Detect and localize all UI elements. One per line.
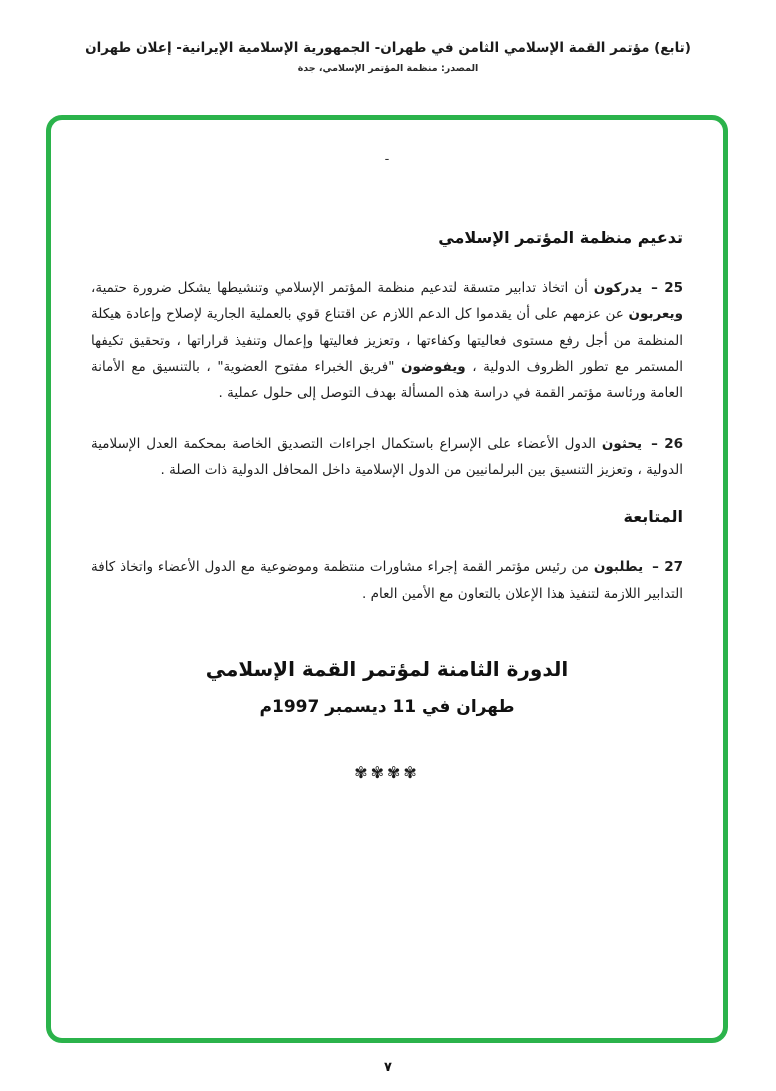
page-number: ٧ [384,1060,392,1075]
section-heading-followup: المتابعة [623,507,683,527]
paragraph-27 [91,554,683,607]
paragraph-26 [91,431,683,484]
paragraph-26-number: 26 – [651,435,683,452]
flower-ornament-icon: ✾✾✾✾ [354,762,420,782]
paragraph-25 [91,275,683,407]
header-title: (تابع) مؤتمر القمة الإسلامي الثامن في طهران- الجمهورية الإسلامية الإيرانية- إعلان طهران [85,40,691,56]
paragraph-27-text: يطلبون من رئيس مؤتمر القمة إجراء مشاورات منتظمة وموضوعية مع الدول الأعضاء واتخاذ كافة التدابير اللازمة لتنفيذ هذا الإعلان بالتعاون مع الأمين العام . [91,559,683,602]
closing-block [91,657,683,717]
header-source: المصدر: منظمة المؤتمر الإسلامي، جدة [297,63,479,74]
document-content [51,168,723,782]
closing-title: الدورة الثامنة لمؤتمر القمة الإسلامي [205,656,569,681]
paragraph-25-text: يدركون أن اتخاذ تدابير متسقة لتدعيم منظمة المؤتمر الإسلامي وتنشيطها يشكل ضرورة حتمية، ويعربون عن عزمهم على أن يقدموا كل الدعم اللازم عن اقتناع قوي بالعملية الجارية لإصلاح وإعادة هيكلة المنظمة من أجل رفع مستوى فعاليتها وكفاءتها ، وتعزيز فعاليتها وإعمال وتنفيذ قراراتها ، وتحقيق تكيفها المستمر مع تطور الظروف الدولية ، ويفوضون "فريق الخبراء مفتوح العضوية" ، بالتنسيق مع الأمانة العامة ورئاسة مؤتمر القمة في دراسة هذه المسألة بهدف التوصل إلى حلول عملية . [91,280,684,402]
dash-mark: - [384,152,390,167]
paragraph-26-text: يحثون الدول الأعضاء على الإسراع باستكمال اجراءات التصديق الخاصة بمحكمة العدل الإسلامية الدولية ، وتعزيز التنسيق بين البرلمانيين من الدول الإسلامية داخل المحافل الدولية ذات الصلة . [91,435,683,478]
document-frame [46,115,728,1043]
paragraph-25-number: 25 – [651,280,683,296]
section-heading-strengthening: تدعيم منظمة المؤتمر الإسلامي [438,228,683,247]
paragraph-27-number: 27 – [652,559,684,576]
page-header [0,0,776,74]
closing-date: طهران في 11 ديسمبر 1997م [259,696,515,717]
